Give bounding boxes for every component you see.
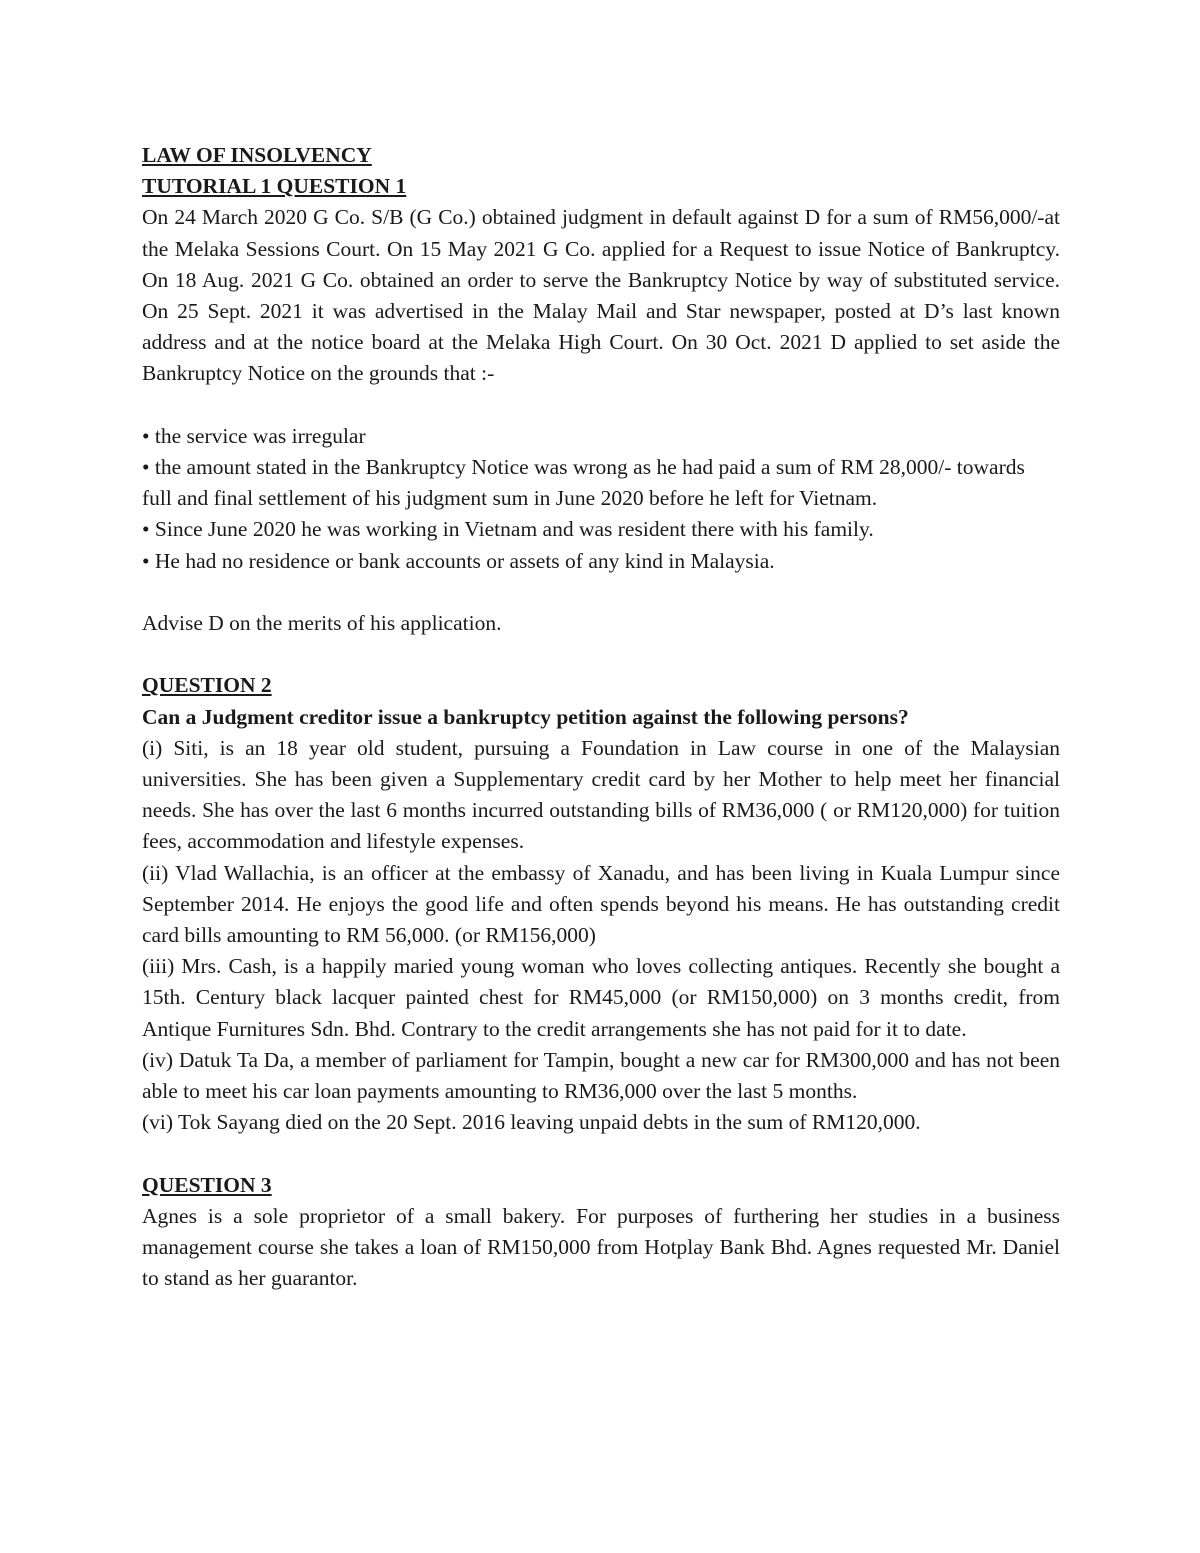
question-1-bullet: • the service was irregular: [142, 423, 366, 448]
question-1-bullet: • the amount stated in the Bankruptcy Notice was wrong as he had paid a sum of RM 28,000/- towards full and final settlement of his judgment sum in June 2020 before he left for Vietnam.: [142, 455, 1025, 511]
question-2-item: (vi) Tok Sayang died on the 20 Sept. 2016 leaving unpaid debts in the sum of RM120,000.: [142, 1110, 921, 1135]
spacer: [142, 1138, 1060, 1169]
question-2-item: (iv) Datuk Ta Da, a member of parliament for Tampin, bought a new car for RM300,000 and has not been able to meet his car loan payments amounting to RM36,000 over the last 5 months.: [142, 1047, 1060, 1104]
question-3-body: Agnes is a sole proprietor of a small bakery. For purposes of furthering her studies in a business management course she takes a loan of RM150,000 from Hotplay Bank Bhd. Agnes requested Mr. Daniel to stand as her guarantor.: [142, 1203, 1060, 1291]
question-1-bullet: • He had no residence or bank accounts or assets of any kind in Malaysia.: [142, 548, 775, 573]
document-page: [142, 140, 1060, 1294]
spacer: [142, 390, 1060, 421]
document-title: LAW OF INSOLVENCY: [142, 143, 372, 167]
question-1-bullet: • Since June 2020 he was working in Vietnam and was resident there with his family.: [142, 517, 874, 542]
question-3-heading: QUESTION 3: [142, 1172, 272, 1197]
question-2-heading: QUESTION 2: [142, 673, 272, 698]
spacer: [142, 639, 1060, 670]
question-2-item: (ii) Vlad Wallachia, is an officer at the embassy of Xanadu, and has been living in Kuala Lumpur since September 2014. He enjoys the good life and often spends beyond his means. He has outstanding credit card bills amounting to RM 56,000. (or RM156,000): [142, 860, 1060, 948]
question-2-item: (i) Siti, is an 18 year old student, pursuing a Foundation in Law course in one of the Malaysian universities. She has been given a Supplementary credit card by her Mother to help meet her financial needs. She has over the last 6 months incurred outstanding bills of RM36,000 ( or RM120,000) for tuition fees, accommodation and lifestyle expenses.: [142, 735, 1060, 854]
spacer: [142, 577, 1060, 608]
question-1-closing: Advise D on the merits of his application.: [142, 611, 502, 636]
question-1-body: On 24 March 2020 G Co. S/B (G Co.) obtained judgment in default against D for a sum of RM56,000/-at the Melaka Sessions Court. On 15 May 2021 G Co. applied for a Request to issue Notice of Bankruptcy. On 18 Aug. 2021 G Co. obtained an order to serve the Bankruptcy Notice by way of substituted service. On 25 Sept. 2021 it was advertised in the Malay Mail and Star newspaper, posted at D’s last known address and at the notice board at the Melaka High Court. On 30 Oct. 2021 D applied to set aside the Bankruptcy Notice on the grounds that :-: [142, 205, 1060, 386]
question-2-prompt: Can a Judgment creditor issue a bankruptcy petition against the following persons?: [142, 704, 909, 729]
question-2-item: (iii) Mrs. Cash, is a happily maried young woman who loves collecting antiques. Recently she bought a 15th. Century black lacquer painted chest for RM45,000 (or RM150,000) on 3 months credit, from Antique Furnitures Sdn. Bhd. Contrary to the credit arrangements she has not paid for it to date.: [142, 954, 1060, 1041]
question-1-heading: TUTORIAL 1 QUESTION 1: [142, 174, 407, 199]
